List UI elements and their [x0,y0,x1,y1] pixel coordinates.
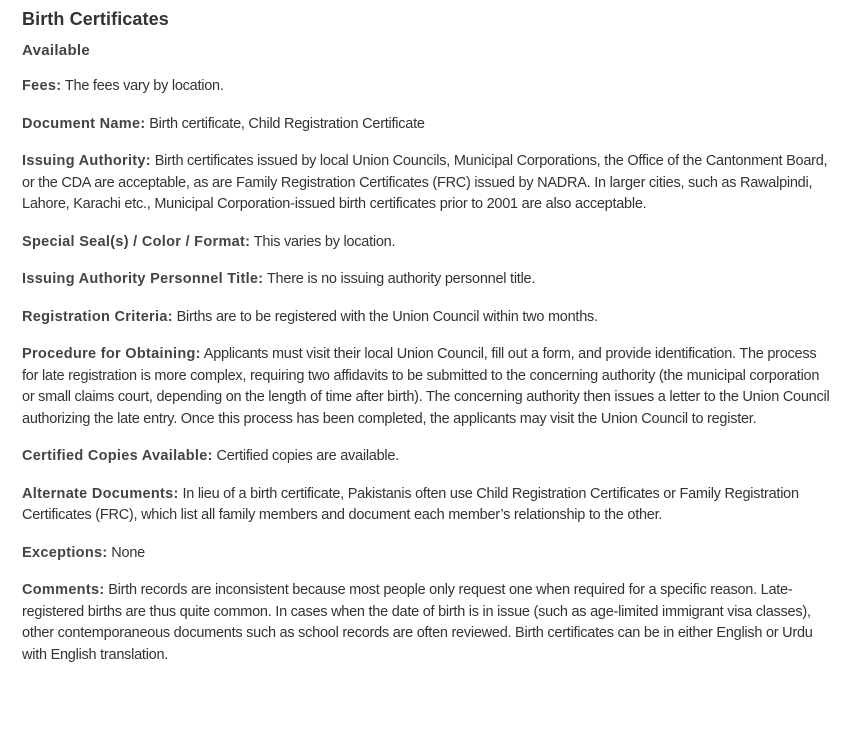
field-label: Procedure for Obtaining: [22,346,201,362]
field-label: Issuing Authority: [22,153,151,169]
field-certified-copies [22,446,833,468]
field-document-name [22,114,833,136]
availability-status: Available [22,42,91,59]
field-value: Birth records are inconsistent because most people only request one when required for a specific reason. Late-registered births are thus quite common. In cases when the date of birth is in issue (such as age-limited immigrant visa classes), other contemporaneous documents such as school records are often reviewed. Birth certificates can be in either English or Urdu with English translation. [22,582,813,663]
field-label: Registration Criteria: [22,308,173,325]
field-label: Special Seal(s) / Color / Format: [22,233,251,250]
field-value: In lieu of a birth certificate, Pakistanis often use Child Registration Certificates or Family Registration Certificates (FRC), which list all family members and document each member’s relationship to the other. [22,485,799,523]
field-value: Birth certificates issued by local Union Councils, Municipal Corporations, the Office of the Cantonment Board, or the CDA are acceptable, as are Family Registration Certificates (FRC) issued by NADRA. In larger cities, such as Rawalpindi, Lahore, Karachi etc., Municipal Corporation-issued birth certificates prior to 2001 are also acceptable. [22,153,828,212]
field-label: Issuing Authority Personnel Title: [22,271,264,287]
field-value: Applicants must visit their local Union Council, fill out a form, and provide identification. The process for late registration is more complex, requiring two affidavits to be submitted to the concerning authority (the municipal corporation or small claims court, depending on the length of time after birth). The concerning authority then issues a letter to the Union Council authorizing the late entry. Once this process has been completed, the applicants may visit the Union Council to register. [22,346,830,427]
field-personnel-title [22,269,833,291]
field-value: Birth certificate, Child Registration Certificate [149,115,425,132]
field-label: Exceptions: [22,544,108,561]
field-label: Alternate Documents: [22,485,179,502]
birth-certificates-section [22,6,833,666]
field-label: Document Name: [22,115,146,132]
field-value: None [111,544,145,561]
field-label: Comments: [22,582,105,598]
field-value: Births are to be registered with the Union Council within two months. [176,308,598,325]
field-label: Certified Copies Available: [22,448,213,464]
field-value: Certified copies are available. [216,448,399,464]
field-special-seal [22,232,833,254]
field-fees [22,76,833,98]
field-alternate-documents [22,484,833,527]
field-comments [22,580,833,666]
field-value: This varies by location. [253,233,396,250]
field-label: Fees: [22,78,62,94]
field-exceptions [22,543,833,565]
field-value: The fees vary by location. [64,78,224,94]
field-procedure [22,344,833,430]
field-value: There is no issuing authority personnel title. [266,271,536,287]
field-issuing-authority [22,151,833,216]
field-registration-criteria [22,307,833,329]
section-title: Birth Certificates [22,9,169,29]
